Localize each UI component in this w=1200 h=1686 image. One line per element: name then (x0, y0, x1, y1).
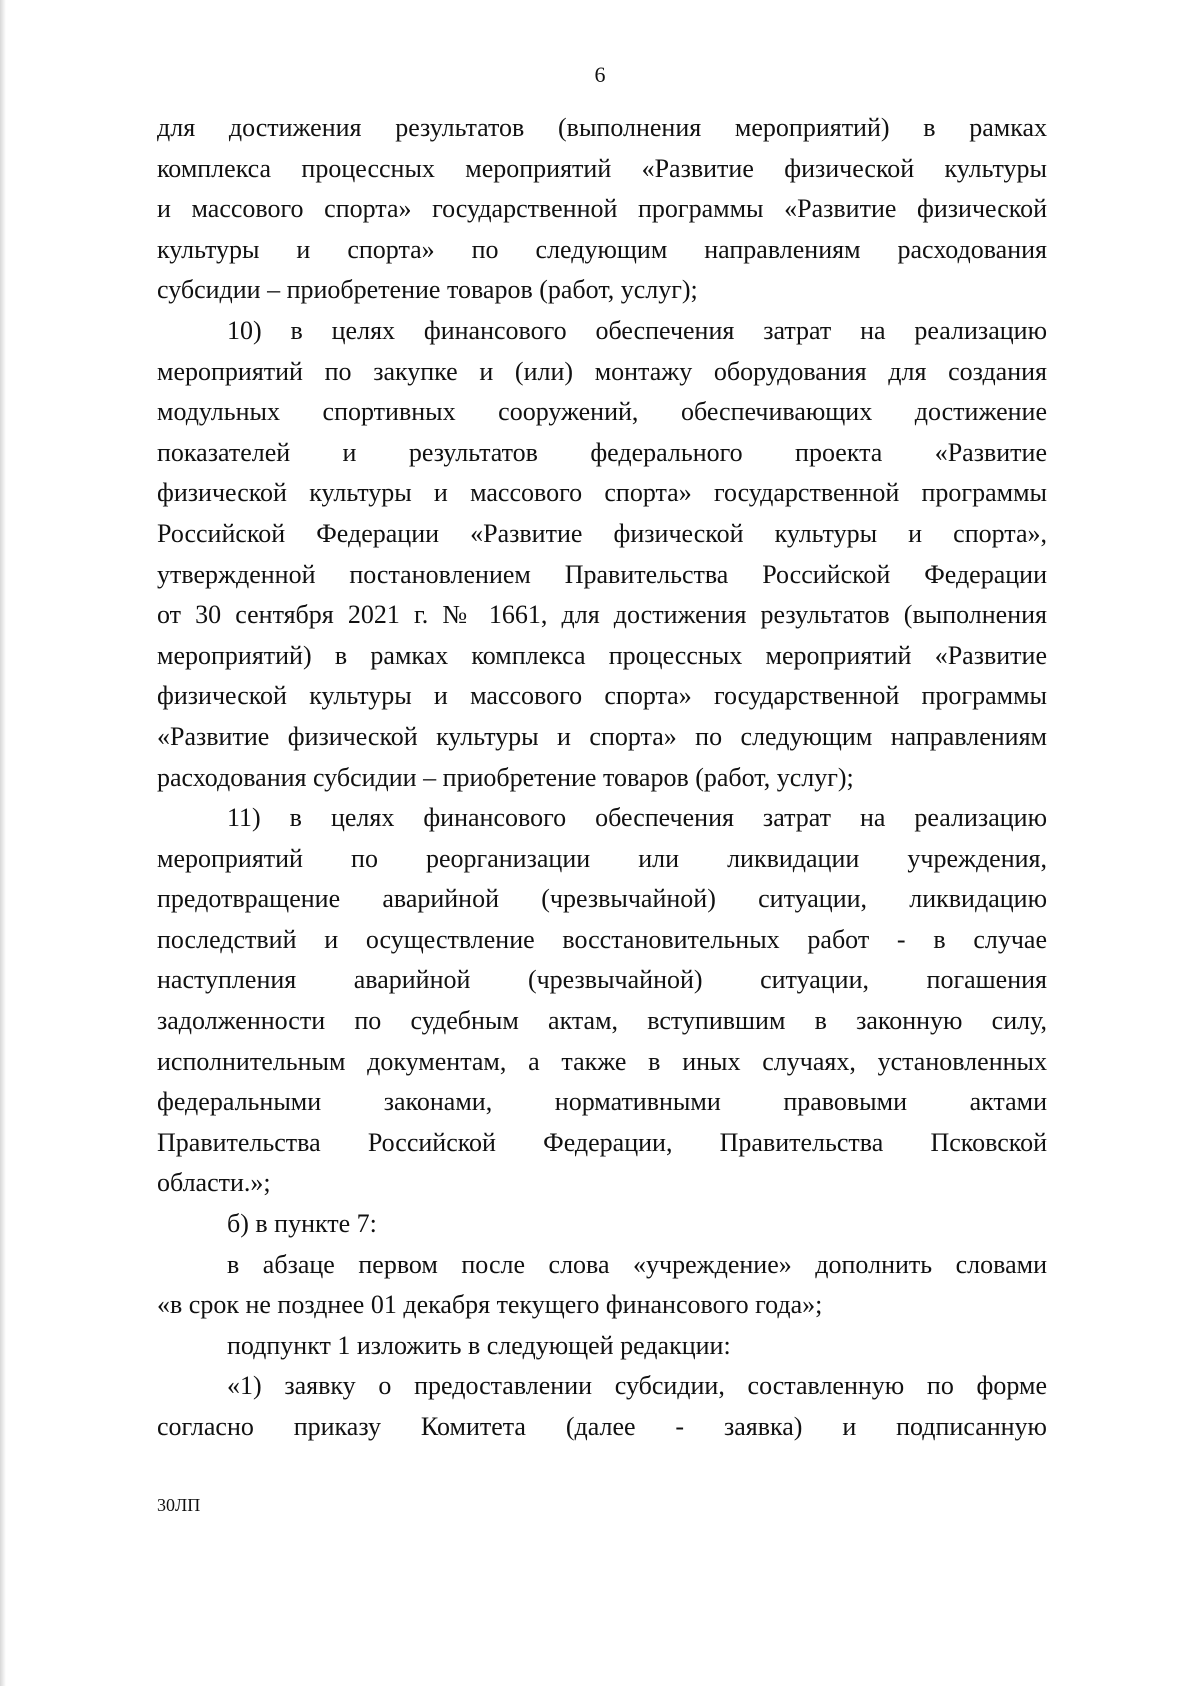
text-line: «Развитие физической культуры и спорта» по следующим направлениям (157, 721, 1047, 751)
text-line: и массового спорта» государственной программы «Развитие физической (157, 194, 1047, 224)
text-line: в абзаце первом после слова «учреждение» дополнить словами (227, 1249, 1047, 1279)
document-body (157, 108, 1047, 1448)
page-number: 6 (594, 62, 606, 87)
text-line: области.»; (157, 1168, 271, 1198)
text-line: наступления аварийной (чрезвычайной) ситуации, погашения (157, 965, 1047, 995)
text-line: от 30 сентября 2021 г. № 1661, для достижения результатов (выполнения (157, 600, 1047, 630)
text-line: 10) в целях финансового обеспечения затрат на реализацию (227, 315, 1047, 345)
text-line: б) в пункте 7: (227, 1209, 377, 1239)
text-line: подпункт 1 изложить в следующей редакции: (227, 1330, 731, 1360)
text-line: федеральными законами, нормативными правовыми актами (157, 1087, 1047, 1117)
text-line: модульных спортивных сооружений, обеспечивающих достижение (157, 397, 1047, 427)
footer-code: 30ЛП (157, 1495, 201, 1515)
text-line: комплекса процессных мероприятий «Развитие физической культуры (157, 153, 1047, 183)
text-line: 11) в целях финансового обеспечения затрат на реализацию (227, 803, 1047, 833)
text-line: последствий и осуществление восстановительных работ - в случае (157, 924, 1047, 954)
text-line: мероприятий) в рамках комплекса процессных мероприятий «Развитие (157, 640, 1047, 670)
text-line: «1) заявку о предоставлении субсидии, составленную по форме (227, 1371, 1047, 1401)
text-line: Российской Федерации «Развитие физической культуры и спорта», (157, 518, 1047, 548)
text-line: для достижения результатов (выполнения мероприятий) в рамках (157, 113, 1047, 142)
text-line: показателей и результатов федерального проекта «Развитие (157, 437, 1047, 467)
text-line: культуры и спорта» по следующим направлениям расходования (157, 234, 1047, 264)
text-line: физической культуры и массового спорта» государственной программы (157, 478, 1047, 508)
text-line: предотвращение аварийной (чрезвычайной) ситуации, ликвидацию (157, 884, 1047, 914)
text-line: мероприятий по закупке и (или) монтажу оборудования для создания (157, 356, 1047, 386)
text-line: «в срок не позднее 01 декабря текущего финансового года»; (157, 1290, 823, 1320)
text-line: мероприятий по реорганизации или ликвидации учреждения, (157, 843, 1047, 873)
text-line: расходования субсидии – приобретение товаров (работ, услуг); (157, 762, 854, 792)
text-line: Правительства Российской Федерации, Правительства Псковской (157, 1127, 1047, 1157)
text-line: субсидии – приобретение товаров (работ, услуг); (157, 275, 698, 305)
text-line: согласно приказу Комитета (далее - заявка) и подписанную (157, 1412, 1047, 1441)
text-line: физической культуры и массового спорта» государственной программы (157, 681, 1047, 711)
scan-edge (0, 0, 6, 1686)
text-line: задолженности по судебным актам, вступившим в законную силу, (157, 1006, 1047, 1036)
text-line: утвержденной постановлением Правительства Российской Федерации (157, 559, 1047, 589)
text-line: исполнительным документам, а также в иных случаях, установленных (157, 1046, 1047, 1076)
